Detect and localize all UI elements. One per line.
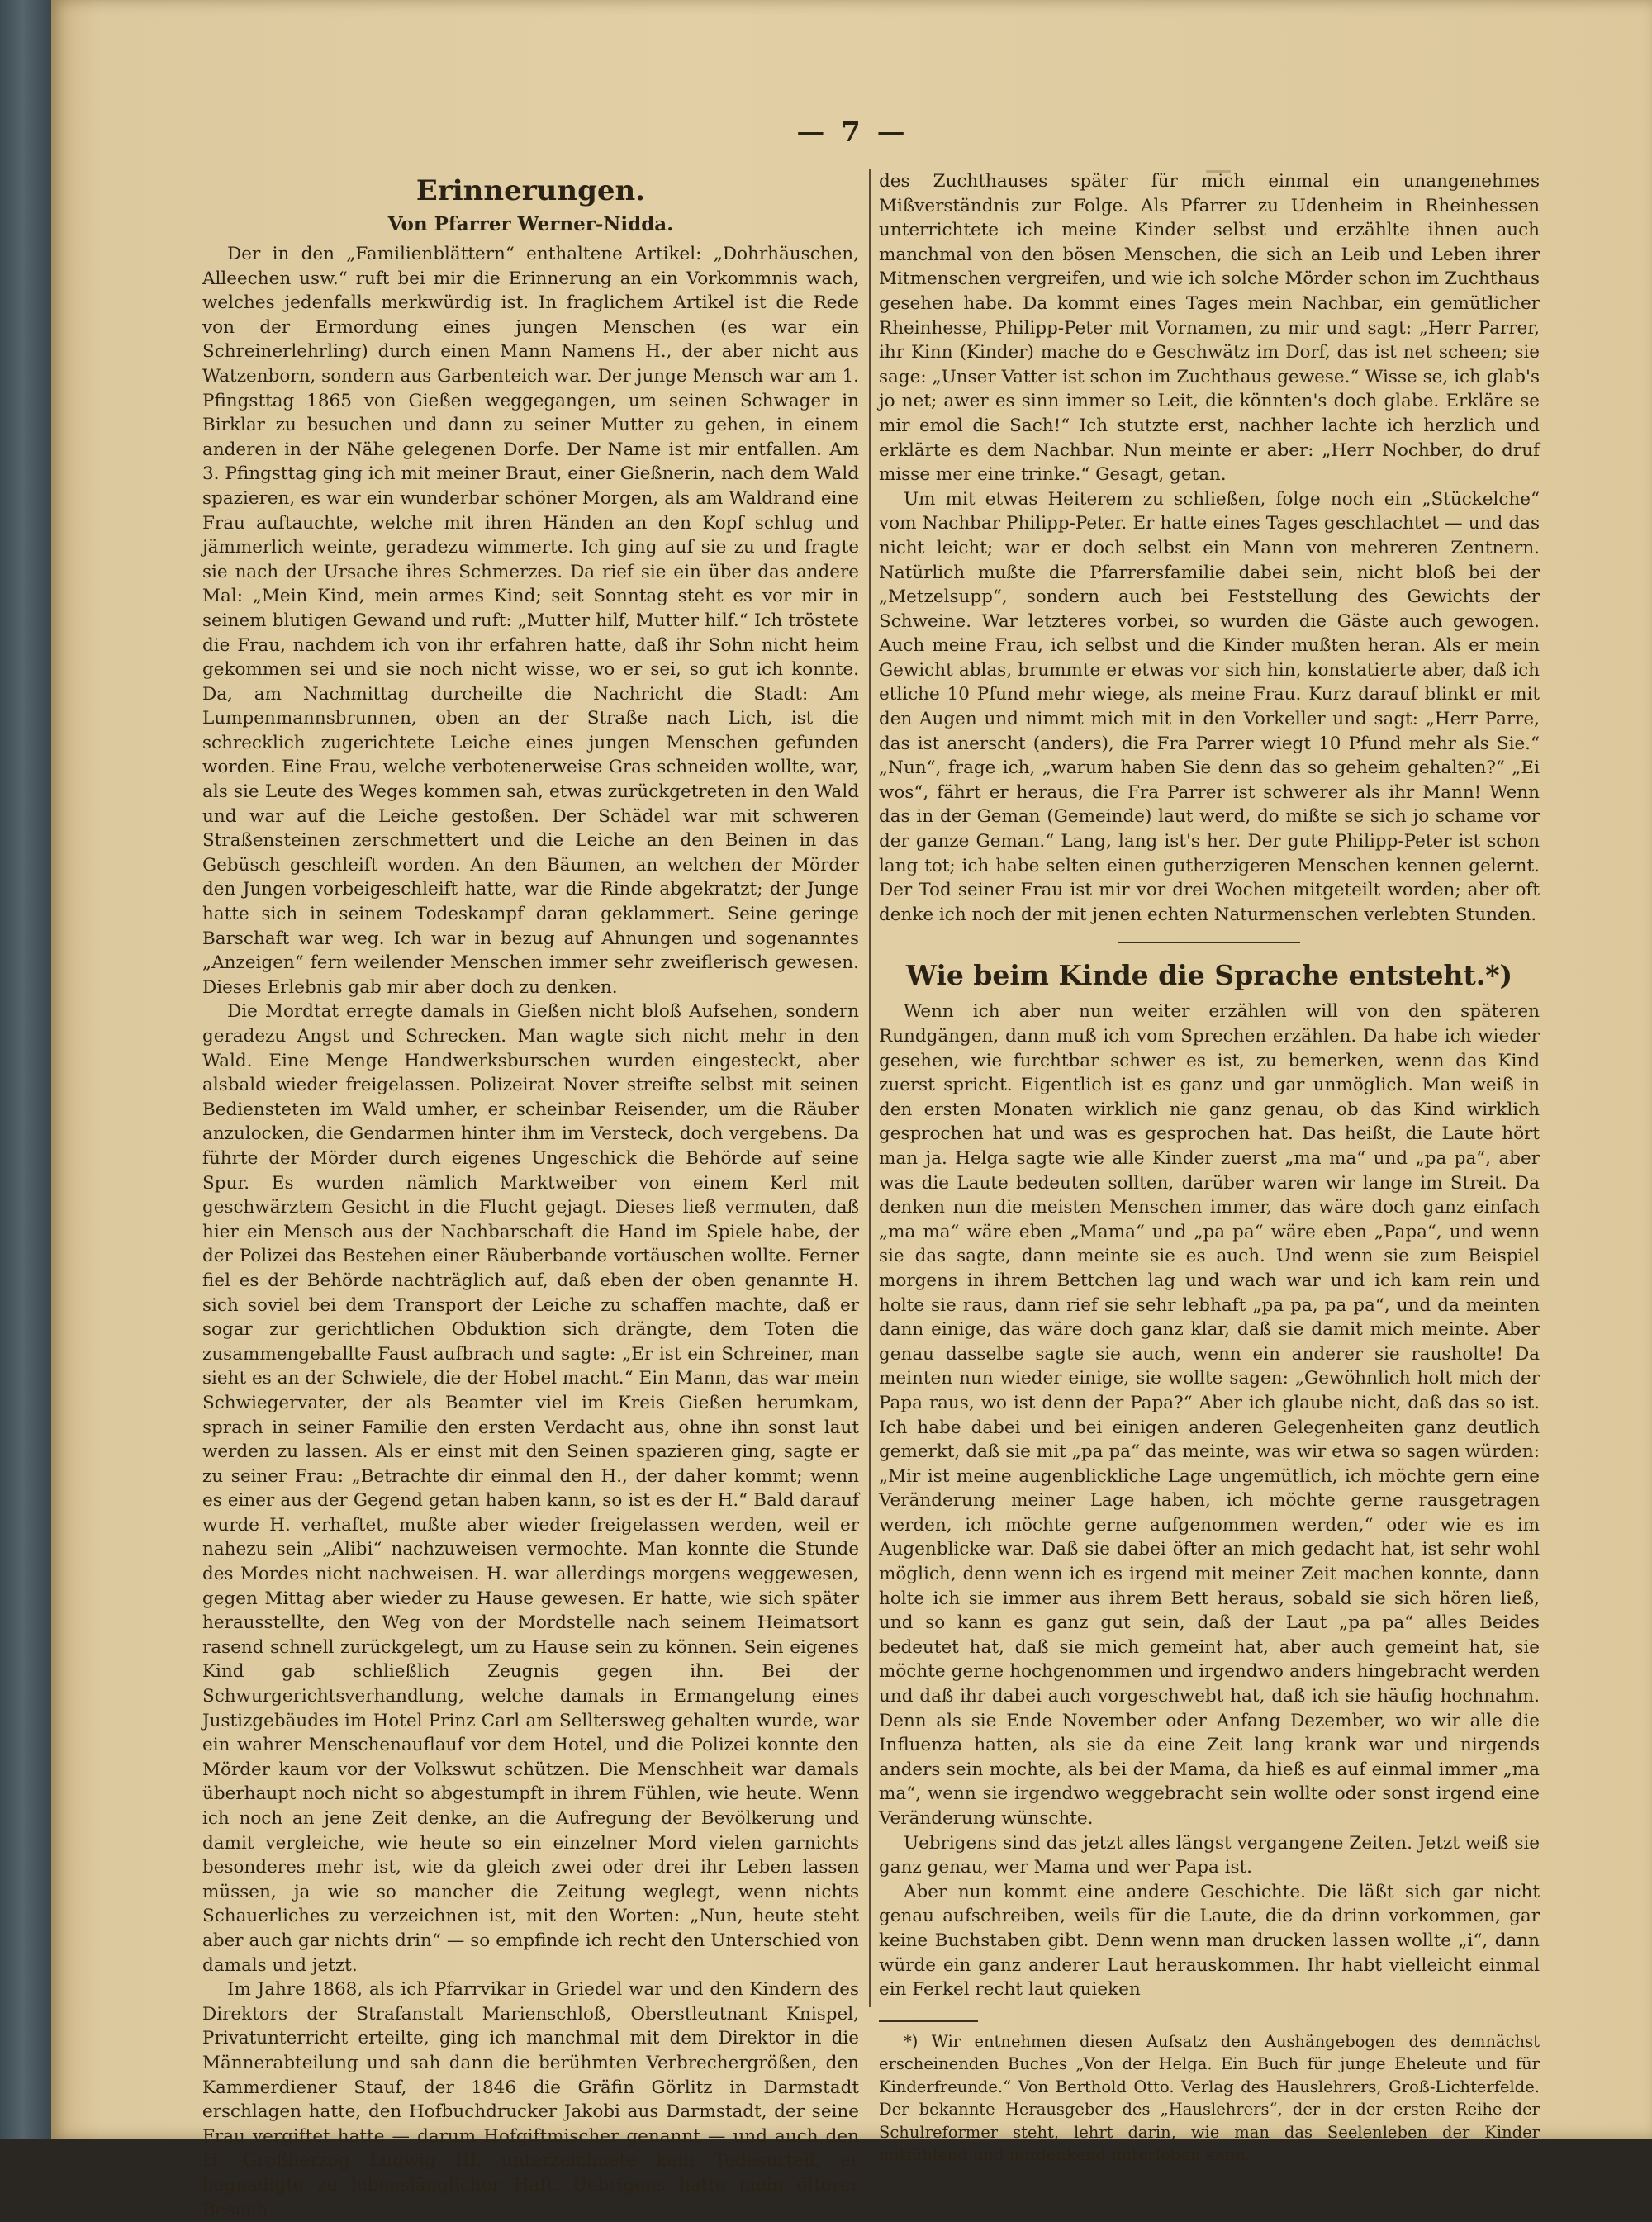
article-paragraph: Aber nun kommt eine andere Geschichte. Die läßt sich gar nicht genau aufschreiben, weils für die Laute, die da drinn vorkommen, gar keine Buchstaben gibt. Denn wenn man drucken lassen wollte „i“, dann würde ein ganz anderer Laut herauskommen. Ihr habt vielleicht einmal ein Ferkel recht laut quieken xyxy=(879,1881,1540,2001)
book-binding xyxy=(0,0,51,2139)
article-paragraph: Der in den „Familienblättern“ enthaltene Artikel: „Dohrhäuschen, Alleechen usw.“ ruft bei mir die Erinnerung an ein Vorkommnis wach, welches jedenfalls merkwürdig ist. In fraglichem Artikel ist die Rede von der Ermordung eines jungen Menschen (es war ein Schreinerlehrling) durch einen Mann Namens H., der aber nicht aus Watzenborn, sondern aus Garbenteich war. Der junge Mensch war am 1. Pfingsttag 1865 von Gießen weggegangen, um seinen Schwager in Birklar zu besuchen und dann zu seiner Mutter zu gehen, in einem anderen in der Nähe gelegenen Dorfe. Der Name ist mir entfallen. Am 3. Pfingsttag ging ich mit meiner Braut, einer Gießnerin, nach dem Wald spazieren, es war ein wunderbar schöner Morgen, als am Waldrand eine Frau auftauchte, welche mit ihren Händen an den Kopf schlug und jämmerlich weinte, geradezu wimmerte. Ich ging auf sie zu und fragte sie nach der Ursache ihres Schmerzes. Da rief sie ein über das andere Mal: „Mein Kind, mein armes Kind; seit Sonntag steht es vor mir in seinem blutigen Gewand und ruft: „Mutter hilf, Mutter hilf.“ Ich tröstete die Frau, nachdem ich von ihr erfahren hatte, daß ihr Sohn nicht heim gekommen sei und sie noch nicht wisse, wo er sei, so gut ich konnte. Da, am Nachmittag durcheilte die Nachricht die Stadt: Am Lumpenmannsbrunnen, oben an der Straße nach Lich, ist die schrecklich zugerichtete Leiche eines jungen Menschen gefunden worden. Eine Frau, welche verbotenerweise Gras schneiden wollte, war, als sie Leute des Weges kommen sah, etwas zurückgetreten in den Wald und war auf die Leiche gestoßen. Der Schädel war mit schweren Straßensteinen zerschmettert und die Leiche an den Beinen in das Gebüsch geschleift worden. An den Bäumen, an welchen der Mörder den Jungen vorbeigeschleift hatte, war die Rinde abgekratzt; der Junge hatte sich in seinem Todeskampf daran geklammert. Seine geringe Barschaft war weg. Ich war in bezug auf Ahnungen und sogenanntes „Anzeigen“ fern weilender Menschen immer sehr zweiflerisch gewesen. Dieses Erlebnis gab mir aber doch zu denken. xyxy=(202,244,859,998)
article-title-sprache: Wie beim Kinde die Sprache entsteht.*) xyxy=(905,959,1513,992)
article-byline: Von Pfarrer Werner-Nidda. xyxy=(387,213,674,235)
left-column xyxy=(202,169,859,2220)
footnote: *) Wir entnehmen diesen Aufsatz den Aushängebogen des demnächst erscheinenden Buches „Von der Helga. Ein Buch für junge Eheleute und für Kinderfreunde.“ Von Berthold Otto. Verlag des Hauslehrers, Groß-Lichterfelde. Der bekannte Herausgeber des „Hauslehrers“, der in der ersten Reihe der Schulreformer steht, lehrt darin, wie man das Seelenleben der Kinder mitfühlend und mitdenkend miterleben kann. xyxy=(879,2031,1540,2165)
article-title-erinnerungen: Erinnerungen. xyxy=(415,174,646,207)
article-paragraph: Uebrigens sind das jetzt alles längst vergangene Zeiten. Jetzt weiß sie ganz genau, wer Mama und wer Papa ist. xyxy=(879,1832,1540,1878)
page-number: — 7 — xyxy=(796,116,909,149)
article-paragraph-continued: des Zuchthauses später für mich einmal ein unangenehmes Mißverständnis zur Folge. Als Pfarrer zu Udenheim in Rheinhessen unterrichtete ich meine Kinder selbst und erzählte ihnen auch manchmal von den bösen Menschen, die sich an Leib und Leben ihrer Mitmenschen vergreifen, und wie ich solche Mörder schon im Zuchthaus gesehen habe. Da kommt eines Tages mein Nachbar, ein gemütlicher Rheinhesse, Philipp-Peter mit Vornamen, zu mir und sagt: „Herr Parrer, ihr Kinn (Kinder) mache do e Geschwätz im Dorf, das ist net scheen; sie sage: „Unser Vatter ist schon im Zuchthaus gewese.“ Wisse se, ich glab's jo net; awer es sinn immer so Leit, die könnten's doch glabe. Erkläre se mir emol die Sach!“ Ich stutzte erst, nachher lachte ich herzlich und erklärte es dem Nachbar. Nun meinte er aber: „Herr Nochber, do druf misse mer eine trinke.“ Gesagt, getan. xyxy=(879,171,1540,486)
article-paragraph: Wenn ich aber nun weiter erzählen will von den späteren Rundgängen, dann muß ich vom Sprechen erzählen. Da habe ich wieder gesehen, wie furchtbar schwer es ist, zu bemerken, wenn das Kind zuerst spricht. Eigentlich ist es ganz und gar unmöglich. Man weiß in den ersten Monaten wirklich nie ganz genau, ob das Kind wirklich gesprochen hat und was es gesprochen hat. Das heißt, die Laute hört man ja. Helga sagte wie alle Kinder zuerst „ma ma“ und „pa pa“, aber was die Laute bedeuten sollten, darüber waren wir lange im Streit. Da denken nun die meisten Menschen immer, das wäre doch ganz einfach „ma ma“ wäre eben „Mama“ und „pa pa“ wäre eben „Papa“, und wenn sie das sagte, dann meinte sie es auch. Und wenn sie zum Beispiel morgens in ihrem Bettchen lag und wach war und ich kam rein und holte sie raus, dann rief sie sehr lebhaft „pa pa, pa pa“, und da meinten dann einige, das wäre doch ganz klar, daß sie damit mich meinte. Aber genau dasselbe sagte sie auch, wenn ein anderer sie rausholte! Da meinten nun wieder einige, sie wollte sagen: „Gewöhnlich holt mich der Papa raus, wo ist denn der Papa?“ Aber ich glaube nicht, daß das so ist. Ich habe dabei und bei einigen anderen Gelegenheiten ganz deutlich gemerkt, daß sie mit „pa pa“ das meinte, was wir etwa so sagen würden: „Mir ist meine augenblickliche Lage ungemütlich, ich möchte gern eine Veränderung meiner Lage haben, ich möchte gerne rausgetragen werden, ich möchte gerne aufgenommen werden,“ oder wie es im Augenblicke war. Daß sie dabei öfter an mich gedacht hat, ist sehr wohl möglich, denn wenn ich es irgend mit meiner Zeit machen konnte, dann holte ich sie immer aus ihrem Bett heraus, sobald sie sich hören ließ, und so kann es ganz gut sein, daß der Laut „pa pa“ alles Beides bedeutet hat, daß sie mich gemeint hat, aber auch gemeint hat, sie möchte gerne hochgenommen und irgendwo anders hingebracht werden und daß ihr dabei auch vorgeschwebt hat, daß ich sie häufig hochnahm. Denn als sie Ende November oder Anfang Dezember, wo wir alle die Influenza hatten, als sie da eine Zeit lang krank war und nirgends anders sein mochte, als bei der Mama, da hieß es auf einmal immer „ma ma“, wenn sie irgendwo weggebracht sein wollte oder sonst irgend eine Veränderung wünschte. xyxy=(879,1001,1540,1829)
right-column xyxy=(879,169,1540,2165)
article-paragraph: Die Mordtat erregte damals in Gießen nicht bloß Aufsehen, sondern geradezu Angst und Schrecken. Man wagte sich nicht mehr in den Wald. Eine Menge Handwerksburschen wurden eingesteckt, aber alsbald wieder freigelassen. Polizeirat Nover streifte selbst mit seinen Bediensteten im Wald umher, er scheinbar Reisender, um die Räuber anzulocken, die Gendarmen hinter ihm im Versteck, doch vergebens. Da führte der Mörder durch eigenes Ungeschick die Behörde auf seine Spur. Es wurden nämlich Marktweiber von einem Kerl mit geschwärztem Gesicht in die Flucht gejagt. Dieses ließ vermuten, daß hier ein Mensch aus der Nachbarschaft die Hand im Spiele habe, der der Polizei das Bestehen einer Räuberbande vortäuschen wollte. Ferner fiel es der Behörde nachträglich auf, daß eben der oben genannte H. sich soviel bei dem Transport der Leiche zu schaffen machte, daß er sogar zur gerichtlichen Obduktion sich drängte, dem Toten die zusammengeballte Faust aufbrach und sagte: „Er ist ein Schreiner, man sieht es an der Schwiele, die der Hobel macht.“ Ein Mann, das war mein Schwiegervater, der als Beamter viel im Kreis Gießen herumkam, sprach in seiner Familie den ersten Verdacht aus, ohne ihn sonst laut werden zu lassen. Als er einst mit den Seinen spazieren ging, sagte er zu seiner Frau: „Betrachte dir einmal den H., der daher kommt; wenn es einer aus der Gegend getan haben kann, so ist es der H.“ Bald darauf wurde H. verhaftet, mußte aber wieder freigelassen werden, weil er nahezu sein „Alibi“ nachzuweisen vermochte. Man konnte die Stunde des Mordes nicht nachweisen. H. war allerdings morgens weggewesen, gegen Mittag aber wieder zu Hause gewesen. Er hatte, wie sich später herausstellte, den Weg von der Mordstelle nach seinem Heimatsort rasend schnell zurückgelegt, um zu Hause sein zu können. Sein eigenes Kind gab schließlich Zeugnis gegen ihn. Bei der Schwurgerichtsverhandlung, welche damals in Ermangelung eines Justizgebäudes im Hotel Prinz Carl am Selltersweg gehalten wurde, war ein wahrer Menschenauflauf vor dem Hotel, und die Polizei konnte den Mörder kaum vor der Volkswut schützen. Die Menschheit war damals überhaupt noch nicht so abgestumpft in ihrem Fühlen, wie heute. Wenn ich noch an jene Zeit denke, an die Aufregung der Bevölkerung und damit vergleiche, wie heute so ein einzelner Mord vielen garnichts besonderes mehr ist, wie da gleich zwei oder drei ihr Leben lassen müssen, ja wie so mancher die Zeitung weglegt, wenn nichts Schauerliches zu verzeichnen ist, mit den Worten: „Nun, heute steht aber auch gar nichts drin“ — so empfinde ich recht den Unterschied von damals und jetzt. xyxy=(202,1001,859,1976)
footnote-rule xyxy=(879,2020,978,2022)
article-paragraph: Um mit etwas Heiterem zu schließen, folge noch ein „Stückelche“ vom Nachbar Philipp-Peter. Er hatte eines Tages geschlachtet — und das nicht leicht; war er doch selbst ein Mann von mehreren Zentnern. Natürlich mußte die Pfarrersfamilie dabei sein, nicht bloß bei der „Metzelsupp“, sondern auch bei Feststellung des Gewichts der Schweine. War letzteres vorbei, so wurden die Gäste auch gewogen. Auch meine Frau, ich selbst und die Kinder mußten heran. Als er mein Gewicht ablas, brummte er etwas vor sich hin, konstatierte aber, daß ich etliche 10 Pfund mehr wiege, als meine Frau. Kurz darauf blinkt er mit den Augen und nimmt mich mit in den Vorkeller und sagt: „Herr Parre, das ist anerscht (anders), die Fra Parrer wiegt 10 Pfund mehr als Sie.“ „Nun“, frage ich, „warum haben Sie denn das so geheim gehalten?“ „Ei wos“, fährt er heraus, die Fra Parrer ist schwerer als ihr Mann! Wenn das in der Geman (Gemeinde) laut werd, do mißte se sich jo schame vor der ganze Geman.“ Lang, lang ist's her. Der gute Philipp-Peter ist schon lang tot; ich habe selten einen gutherzigeren Menschen kennen gelernt. Der Tod seiner Frau ist mir vor drei Wochen mitgeteilt worden; aber oft denke ich noch der mit jenen echten Naturmenschen verlebten Stunden. xyxy=(879,488,1540,925)
article-paragraph: Im Jahre 1868, als ich Pfarrvikar in Griedel war und den Kindern des Direktors der Strafanstalt Marienschloß, Oberstleutnant Knispel, Privatunterricht erteilte, ging ich manchmal mit dem Direktor in die Männerabteilung und sah dann die berühmten Verbrechergrößen, den Kammerdiener Stauf, der 1846 die Gräfin Görlitz in Darmstadt erschlagen hatte, den Hofbuchdrucker Jakobi aus Darmstadt, der seine Frau vergiftet hatte — darum Hofgiftmischer genannt — und auch den H. Großherzog Ludwig III. unterzeichnete kein Todesurteil, er begnadigte zu lebenslänglicher Haft. Uebrigens hatte mein öfterer Besuch xyxy=(202,1979,859,2220)
newspaper-page xyxy=(51,0,1652,2220)
column-divider xyxy=(869,169,871,2007)
article-separator xyxy=(1118,942,1300,943)
